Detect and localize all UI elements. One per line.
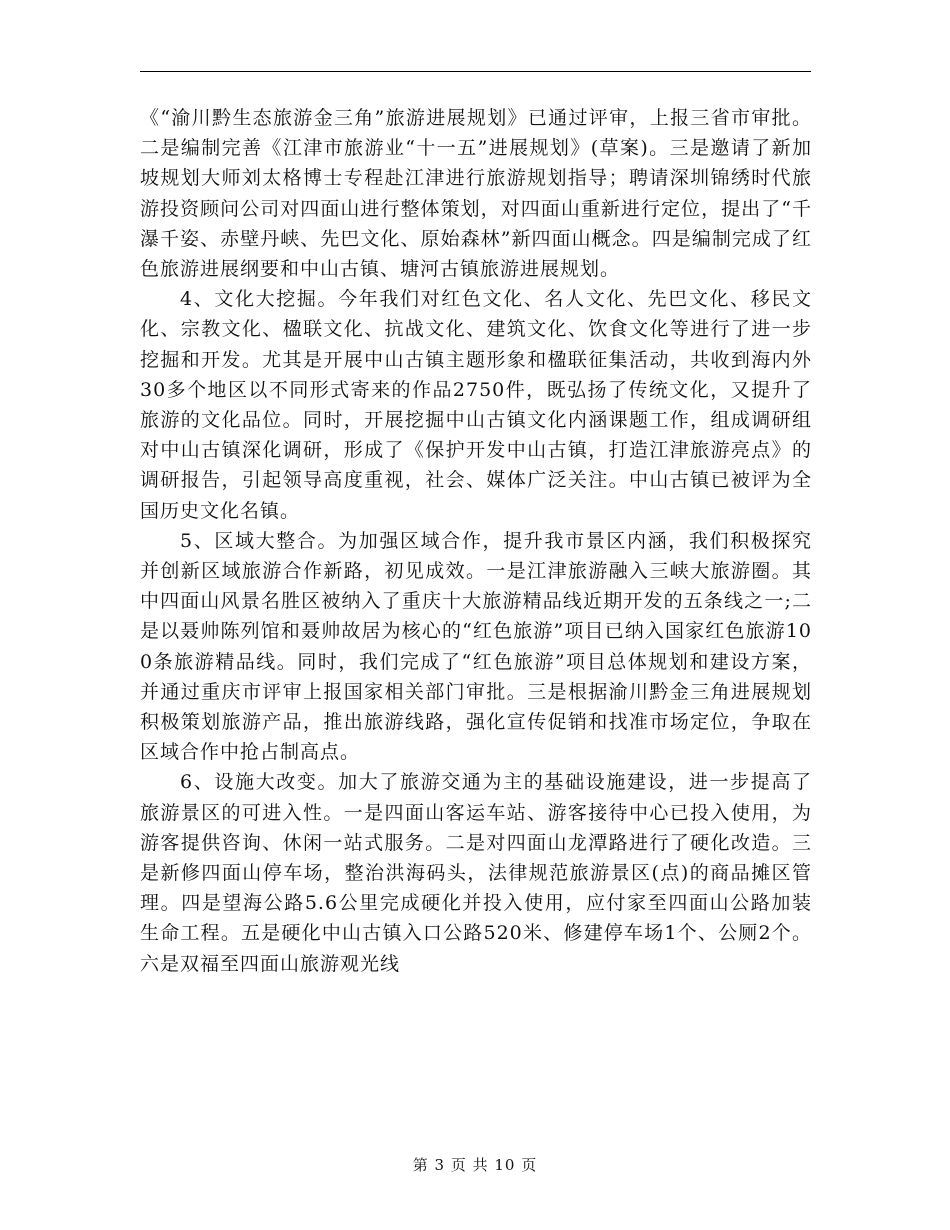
paragraph-regional-integration: 5、区域大整合。为加强区域合作，提升我市景区内涵，我们积极探究并创新区域旅游合作新路，初见成效。一是江津旅游融入三峡大旅游圈。其中四面山风景名胜区被纳入了重庆十大旅游精品线近期开发的五条线之一;二是以聂帅陈列馆和聂帅故居为核心的“红色旅游”项目已纳入国家红色旅游100条旅游精品线。同时，我们完成了“红色旅游”项目总体规划和建设方案，并通过重庆市评审上报国家相关部门审批。三是根据渝川黔金三角进展规划积极策划旅游产品，推出旅游线路，强化宣传促销和找准市场定位，争取在区域合作中抢占制高点。 <box>140 529 812 764</box>
document-body <box>140 103 812 979</box>
header-rule <box>140 71 811 72</box>
page-number-label: 第 3 页 共 10 页 <box>412 1156 538 1174</box>
paragraph-facilities-change: 6、设施大改变。加大了旅游交通为主的基础设施建设，进一步提高了旅游景区的可进入性。一是四面山客运车站、游客接待中心已投入使用，为游客提供咨询、休闲一站式服务。二是对四面山龙潭路进行了硬化改造。三是新修四面山停车场，整治洪海码头，法律规范旅游景区(点)的商品摊区管理。四是望海公路5.6公里完成硬化并投入使用，应付家至四面山公路加装生命工程。五是硬化中山古镇入口公路520米、修建停车场1个、公厕2个。六是双福至四面山旅游观光线 <box>140 771 812 975</box>
page-footer <box>0 1154 950 1175</box>
paragraph-culture-excavation: 4、文化大挖掘。今年我们对红色文化、名人文化、先巴文化、移民文化、宗教文化、楹联文化、抗战文化、建筑文化、饮食文化等进行了进一步挖掘和开发。尤其是开展中山古镇主题形象和楹联征集活动，共收到海内外30多个地区以不同形式寄来的作品2750件，既弘扬了传统文化，又提升了旅游的文化品位。同时，开展挖掘中山古镇文化内涵课题工作，组成调研组对中山古镇深化调研，形成了《保护开发中山古镇，打造江津旅游亮点》的调研报告，引起领导高度重视，社会、媒体广泛关注。中山古镇已被评为全国历史文化名镇。 <box>140 288 812 522</box>
paragraph-planning-continued: 《“渝川黔生态旅游金三角”旅游进展规划》已通过评审，上报三省市审批。二是编制完善《江津市旅游业“十一五”进展规划》(草案)。三是邀请了新加坡规划大师刘太格博士专程赴江津进行旅游规划指导；聘请深圳锦绣时代旅游投资顾问公司对四面山进行整体策划，对四面山重新进行定位，提出了“千瀑千姿、赤壁丹峡、先巴文化、原始森林”新四面山概念。四是编制完成了红色旅游进展纲要和中山古镇、塘河古镇旅游进展规划。 <box>140 107 812 281</box>
